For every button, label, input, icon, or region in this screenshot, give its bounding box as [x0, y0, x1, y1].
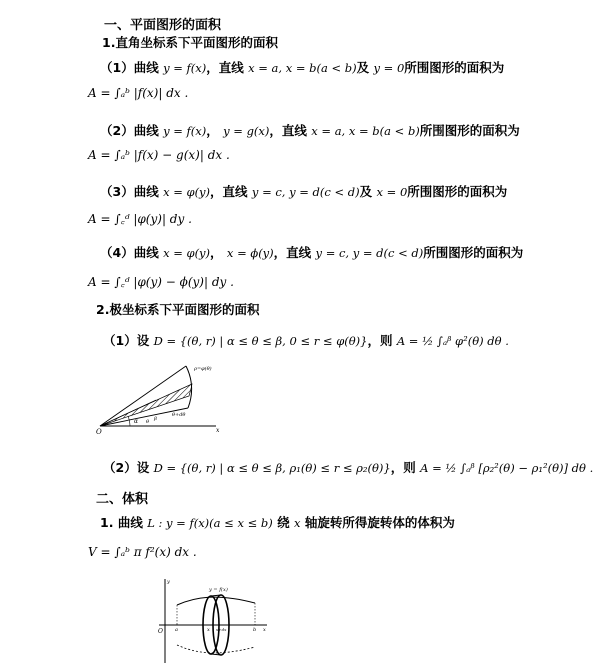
item-1-statement — [100, 58, 504, 76]
item-1-pre: 曲线 — [133, 60, 159, 75]
dtheta-label: θ+dθ — [172, 412, 186, 418]
item-4-mid: ， — [210, 245, 223, 260]
polar-item-2 — [103, 458, 593, 476]
section-2-title: 二、体积 — [96, 492, 149, 507]
item-1-post: 所围图形的面积为 — [404, 60, 505, 75]
item-1-mid: ，直线 — [206, 60, 244, 75]
curve-label-2: y = f(x) — [209, 587, 228, 593]
volume-item-1-number: 1. — [100, 515, 114, 530]
polar-sector-figure — [96, 360, 226, 440]
item-4-statement — [100, 243, 523, 261]
alpha-label: α — [134, 418, 139, 425]
item-3-mid: ，直线 — [210, 184, 248, 199]
polar-item-1-number: （1） — [103, 333, 137, 348]
item-4-math-1: x = φ(y) — [163, 246, 211, 260]
subsection-1-title: 1.直角坐标系下平面图形的面积 — [102, 35, 278, 50]
volume-item-1-post: 轴旋转所得旋转体的体积为 — [304, 515, 455, 530]
volume-item-1-mid: 绕 — [277, 515, 290, 530]
polar-item-1-pre: 设 — [136, 333, 150, 348]
x-label: x — [207, 627, 210, 633]
polar-item-1-mid: ，则 — [367, 333, 393, 348]
item-4-post: 所围图形的面积为 — [423, 245, 524, 260]
polar-item-2-math-2: A = ½ ∫ₐᵝ [ρ₂²(θ) − ρ₁²(θ)] dθ . — [420, 461, 594, 475]
polar-item-2-number: （2） — [103, 460, 137, 475]
curve-label: ρ=φ(θ) — [194, 366, 212, 372]
item-3-math-3: x = 0 — [376, 185, 408, 199]
item-3-math-2: y = c, y = d(c < d) — [251, 185, 360, 199]
a-label: a — [175, 627, 178, 633]
volume-item-1-formula: V = ∫ₐᵇ π f²(x) dx . — [88, 545, 197, 559]
item-4-pre: 曲线 — [133, 245, 159, 260]
item-2-pre: 曲线 — [133, 123, 159, 138]
item-2-mid2: ，直线 — [269, 123, 307, 138]
volume-item-1-math-1: L : y = f(x)(a ≤ x ≤ b) — [147, 516, 273, 530]
item-3-statement — [100, 182, 507, 200]
revolution-solid-figure — [155, 575, 270, 665]
item-2-mid: ， — [206, 123, 219, 138]
b-label: b — [253, 627, 257, 633]
theta-label: θ — [146, 419, 150, 425]
item-4-formula: A = ∫꜀ᵈ |φ(y) − ϕ(y)| dy . — [88, 275, 234, 289]
item-3-number: （3） — [100, 184, 134, 199]
polar-item-2-mid: ，则 — [390, 460, 416, 475]
item-3-pre: 曲线 — [133, 184, 159, 199]
item-1-math-2: x = a, x = b(a < b) — [248, 61, 357, 75]
item-3-math-1: x = φ(y) — [163, 185, 211, 199]
item-3-post: 所围图形的面积为 — [407, 184, 508, 199]
item-1-math-3: y = 0 — [373, 61, 405, 75]
item-3-mid2: 及 — [359, 184, 373, 199]
item-3-formula: A = ∫꜀ᵈ |φ(y)| dy . — [88, 212, 192, 226]
angle-arc-alpha — [128, 416, 130, 426]
item-1-math-1: y = f(x) — [163, 61, 207, 75]
origin-label-2: O — [158, 628, 163, 635]
polar-item-2-math-1: D = {(θ, r) | α ≤ θ ≤ β, ρ₁(θ) ≤ r ≤ ρ₂(θ)} — [153, 461, 391, 475]
item-2-math-3: x = a, x = b(a < b) — [311, 124, 420, 138]
item-2-math-1: y = f(x) — [163, 124, 207, 138]
polar-item-1 — [103, 331, 509, 349]
polar-item-1-math-2: A = ½ ∫ₐᵝ φ²(θ) dθ . — [396, 334, 509, 348]
item-1-mid2: 及 — [356, 60, 370, 75]
volume-item-1-pre: 曲线 — [117, 515, 143, 530]
axis-x-label: x — [216, 427, 220, 434]
item-2-math-2: y = g(x) — [223, 124, 270, 138]
item-2-formula: A = ∫ₐᵇ |f(x) − g(x)| dx . — [88, 148, 230, 162]
item-4-math-3: y = c, y = d(c < d) — [315, 246, 424, 260]
item-4-math-2: x = ϕ(y) — [226, 246, 274, 260]
item-2-post: 所围图形的面积为 — [419, 123, 520, 138]
beta-label: β — [154, 416, 157, 422]
xdx-label: x+dx — [216, 627, 227, 632]
x-axis-label-2: x — [263, 627, 266, 633]
item-1-formula: A = ∫ₐᵇ |f(x)| dx . — [88, 86, 189, 100]
y-axis-label-2: y — [167, 579, 170, 585]
section-1-title: 一、平面图形的面积 — [104, 18, 222, 33]
item-2-number: （2） — [100, 123, 134, 138]
polar-item-2-pre: 设 — [136, 460, 150, 475]
volume-item-1-math-2: x — [293, 516, 301, 530]
subsection-2-title: 2.极坐标系下平面图形的面积 — [96, 302, 260, 317]
origin-label: O — [96, 428, 102, 436]
item-2-statement — [100, 121, 520, 139]
item-4-number: （4） — [100, 245, 134, 260]
item-4-mid2: ，直线 — [273, 245, 312, 260]
item-1-number: （1） — [100, 60, 134, 75]
polar-item-1-math-1: D = {(θ, r) | α ≤ θ ≤ β, 0 ≤ r ≤ φ(θ)} — [153, 334, 368, 348]
volume-item-1 — [100, 513, 455, 531]
